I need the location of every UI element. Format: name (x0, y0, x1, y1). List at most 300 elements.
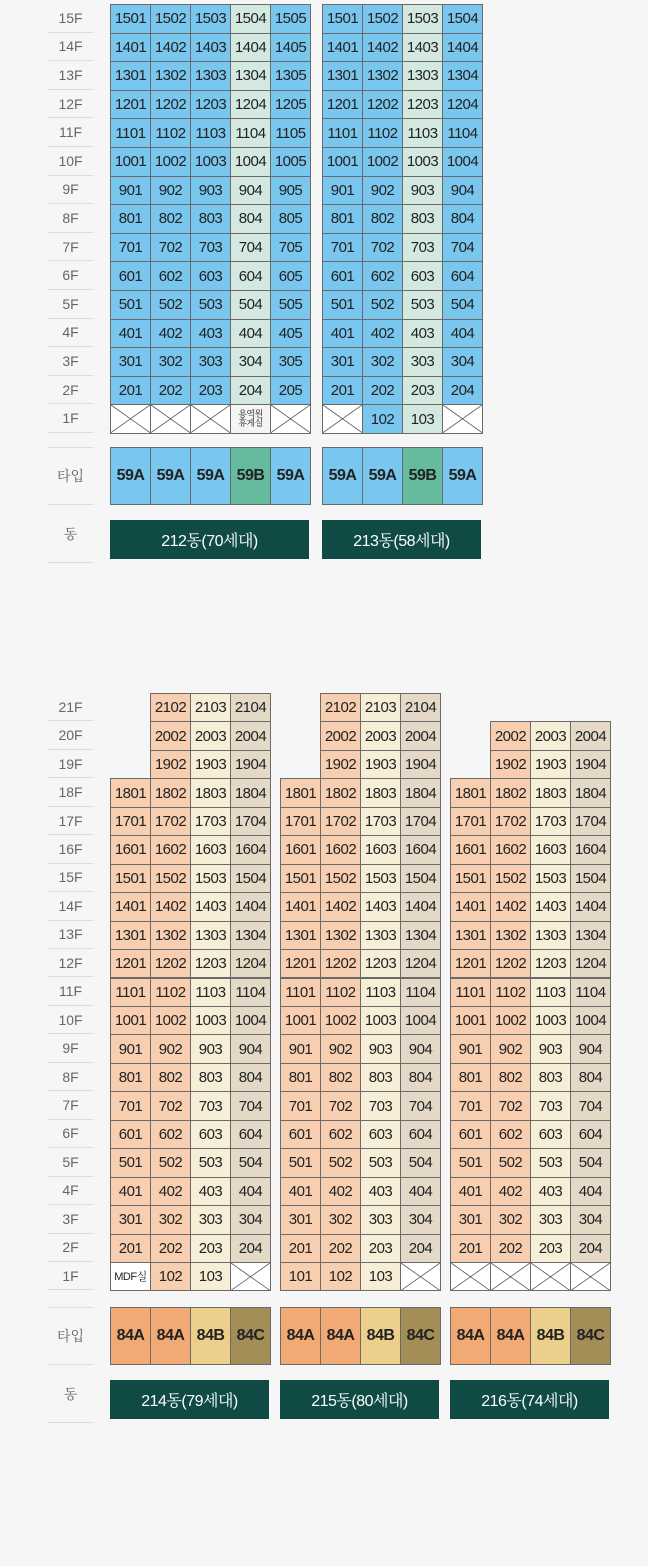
floor-label: 13F (48, 921, 93, 949)
type-row-label: 타입 (48, 1307, 93, 1365)
unit-cell: 1101 (110, 978, 151, 1007)
unit-cell: 1003 (190, 1006, 231, 1035)
unit-cell: 501 (280, 1148, 321, 1177)
unit-cell: 1702 (150, 807, 191, 836)
unit-cell: 1101 (450, 978, 491, 1007)
unit-cell: 802 (150, 1063, 191, 1092)
unit-cell: 1001 (110, 147, 151, 177)
unit-cell: 301 (110, 347, 151, 377)
unit-cell: 1004 (570, 1006, 611, 1035)
unit-cell: 1403 (190, 892, 231, 921)
unit-cell: 1201 (450, 949, 491, 978)
type-cell: 84B (190, 1307, 231, 1365)
unit-cell: 603 (360, 1120, 401, 1149)
unit-cell: 2104 (400, 693, 441, 722)
unit-cell: 1202 (320, 949, 361, 978)
unit-cell: 2003 (190, 721, 231, 750)
unit-cell: 804 (230, 1063, 271, 1092)
unit-cell: 501 (110, 1148, 151, 1177)
unit-cell: 304 (230, 1205, 271, 1234)
unit-cell: 804 (570, 1063, 611, 1092)
unit-cell: 602 (150, 261, 191, 291)
unit-cell: 102 (150, 1262, 191, 1291)
unit-cell: 803 (530, 1063, 571, 1092)
unit-cell: 1402 (490, 892, 531, 921)
unit-cell: 1501 (110, 4, 151, 34)
unit-cell: 201 (322, 376, 363, 406)
unit-cell: 1002 (150, 1006, 191, 1035)
unit-cell: 805 (270, 204, 311, 234)
unit-cell: 1403 (190, 33, 231, 63)
unit-cell: 1102 (362, 118, 403, 148)
unit-cell: 1402 (150, 33, 191, 63)
unit-cell: 2003 (360, 721, 401, 750)
unit-cell: 601 (450, 1120, 491, 1149)
unit-cell: 1502 (362, 4, 403, 34)
unit-cell: 1304 (442, 61, 483, 91)
unit-cell: 501 (322, 290, 363, 320)
empty-unit-cell (190, 404, 231, 434)
unit-cell: 403 (190, 319, 231, 349)
unit-cell: 1004 (400, 1006, 441, 1035)
type-cell: 59A (442, 447, 483, 505)
unit-cell: 1003 (530, 1006, 571, 1035)
unit-cell: 1004 (230, 1006, 271, 1035)
floor-label: 13F (48, 61, 93, 90)
unit-cell: 1103 (190, 978, 231, 1007)
unit-cell: 1601 (450, 835, 491, 864)
unit-cell: 302 (362, 347, 403, 377)
unit-cell: 703 (360, 1091, 401, 1120)
floor-label: 1F (48, 1262, 93, 1290)
cross-icon (151, 405, 190, 433)
floor-label: 9F (48, 176, 93, 205)
unit-cell: 603 (190, 261, 231, 291)
unit-cell: 903 (190, 1034, 231, 1063)
unit-cell: 202 (320, 1234, 361, 1263)
unit-cell: 701 (450, 1091, 491, 1120)
unit-cell: 301 (110, 1205, 151, 1234)
type-cell: 59A (362, 447, 403, 505)
unit-cell: 1302 (320, 921, 361, 950)
unit-cell: 502 (150, 290, 191, 320)
empty-unit-cell (530, 1262, 571, 1291)
unit-cell: 1704 (400, 807, 441, 836)
unit-cell: 304 (400, 1205, 441, 1234)
floor-label: 1F (48, 404, 93, 433)
unit-cell: 902 (150, 176, 191, 206)
unit-cell: 1303 (402, 61, 443, 91)
unit-cell: 1204 (442, 90, 483, 120)
unit-cell: 203 (530, 1234, 571, 1263)
empty-unit-cell (490, 1262, 531, 1291)
unit-cell: 901 (450, 1034, 491, 1063)
unit-cell: 1103 (402, 118, 443, 148)
building-label: 214동(79세대) (110, 1380, 269, 1419)
unit-cell: 1101 (322, 118, 363, 148)
unit-cell: 503 (402, 290, 443, 320)
unit-cell: 402 (320, 1177, 361, 1206)
unit-cell: 1201 (110, 90, 151, 120)
cross-icon (443, 405, 482, 433)
unit-cell: 1703 (190, 807, 231, 836)
floor-label: 19F (48, 750, 93, 778)
unit-cell: 503 (190, 1148, 231, 1177)
unit-cell: 1503 (190, 4, 231, 34)
unit-cell: 901 (110, 176, 151, 206)
unit-cell: 1501 (450, 864, 491, 893)
unit-cell: 1502 (490, 864, 531, 893)
floor-label: 15F (48, 864, 93, 892)
dong-row-label: 동 (48, 1365, 93, 1423)
unit-cell: 1701 (450, 807, 491, 836)
unit-cell: 1903 (360, 750, 401, 779)
unit-cell: 603 (190, 1120, 231, 1149)
unit-cell: 202 (362, 376, 403, 406)
unit-cell: 605 (270, 261, 311, 291)
unit-cell: 1505 (270, 4, 311, 34)
unit-cell: 801 (110, 1063, 151, 1092)
unit-cell: 401 (110, 319, 151, 349)
floor-label: 18F (48, 778, 93, 806)
type-cell: 84A (490, 1307, 531, 1365)
unit-cell: 803 (402, 204, 443, 234)
unit-cell: 1403 (360, 892, 401, 921)
floor-label: 4F (48, 1177, 93, 1205)
unit-cell: 1804 (230, 778, 271, 807)
unit-cell: 504 (230, 1148, 271, 1177)
unit-cell: 1603 (530, 835, 571, 864)
unit-cell: 202 (150, 376, 191, 406)
unit-cell: 302 (490, 1205, 531, 1234)
unit-cell: 603 (530, 1120, 571, 1149)
cross-icon (231, 1263, 270, 1290)
unit-cell: 1801 (450, 778, 491, 807)
unit-cell: 201 (110, 1234, 151, 1263)
unit-cell: 1303 (530, 921, 571, 950)
unit-cell: 704 (230, 233, 271, 263)
unit-cell: 1003 (190, 147, 231, 177)
floor-label: 12F (48, 90, 93, 119)
unit-cell: 303 (530, 1205, 571, 1234)
unit-cell: 401 (450, 1177, 491, 1206)
unit-cell: 1503 (190, 864, 231, 893)
unit-cell: 1602 (490, 835, 531, 864)
unit-cell: 704 (570, 1091, 611, 1120)
unit-cell: 804 (230, 204, 271, 234)
unit-cell: 803 (190, 1063, 231, 1092)
unit-cell: 1801 (280, 778, 321, 807)
unit-cell: 1401 (322, 33, 363, 63)
unit-cell: 1102 (150, 118, 191, 148)
unit-cell: 용역원 휴게실 (230, 404, 271, 434)
unit-cell: 204 (230, 376, 271, 406)
unit-cell: 904 (230, 1034, 271, 1063)
unit-cell: 901 (280, 1034, 321, 1063)
unit-cell: 705 (270, 233, 311, 263)
unit-cell: 1804 (400, 778, 441, 807)
type-cell: 84B (530, 1307, 571, 1365)
unit-cell: 702 (490, 1091, 531, 1120)
type-cell: 59A (270, 447, 311, 505)
unit-cell: 903 (530, 1034, 571, 1063)
unit-cell: 1001 (322, 147, 363, 177)
unit-cell: 1202 (362, 90, 403, 120)
unit-cell: 204 (570, 1234, 611, 1263)
unit-cell: 904 (570, 1034, 611, 1063)
unit-cell: 901 (110, 1034, 151, 1063)
unit-cell: 2004 (400, 721, 441, 750)
unit-cell: 201 (110, 376, 151, 406)
unit-cell: 1803 (530, 778, 571, 807)
floor-label: 8F (48, 204, 93, 233)
unit-cell: 303 (190, 1205, 231, 1234)
unit-cell: 902 (362, 176, 403, 206)
floor-label: 17F (48, 807, 93, 835)
unit-cell: 802 (490, 1063, 531, 1092)
floor-label: 10F (48, 147, 93, 176)
unit-cell: 1601 (280, 835, 321, 864)
unit-cell: 201 (450, 1234, 491, 1263)
unit-cell: 804 (400, 1063, 441, 1092)
unit-cell: 1904 (400, 750, 441, 779)
floor-label: 5F (48, 1148, 93, 1176)
unit-cell: 1202 (150, 90, 191, 120)
unit-cell: 301 (322, 347, 363, 377)
empty-unit-cell (270, 404, 311, 434)
unit-cell: 804 (442, 204, 483, 234)
unit-cell: 704 (400, 1091, 441, 1120)
unit-cell: 704 (230, 1091, 271, 1120)
unit-cell: 304 (570, 1205, 611, 1234)
unit-cell: 1402 (320, 892, 361, 921)
unit-cell: 403 (402, 319, 443, 349)
unit-cell: 103 (190, 1262, 231, 1291)
unit-cell: 1803 (190, 778, 231, 807)
unit-cell: 901 (322, 176, 363, 206)
unit-cell: 503 (190, 290, 231, 320)
cross-icon (323, 405, 362, 433)
unit-cell: 1004 (230, 147, 271, 177)
unit-cell: 403 (530, 1177, 571, 1206)
unit-cell: 903 (360, 1034, 401, 1063)
unit-cell: 1202 (150, 949, 191, 978)
unit-cell: 404 (570, 1177, 611, 1206)
unit-cell: 701 (110, 233, 151, 263)
unit-cell: 1203 (190, 949, 231, 978)
empty-unit-cell (450, 1262, 491, 1291)
unit-cell: 401 (322, 319, 363, 349)
unit-cell: 1002 (150, 147, 191, 177)
type-cell: 84C (570, 1307, 611, 1365)
unit-cell: 2002 (320, 721, 361, 750)
unit-cell: 403 (360, 1177, 401, 1206)
unit-cell: 1103 (360, 978, 401, 1007)
type-cell: 59A (322, 447, 363, 505)
type-cell: 59B (402, 447, 443, 505)
unit-cell: 1204 (230, 949, 271, 978)
unit-cell: 1401 (110, 892, 151, 921)
floor-label: 4F (48, 319, 93, 348)
unit-cell: 504 (400, 1148, 441, 1177)
unit-cell: 1701 (280, 807, 321, 836)
floor-label: 9F (48, 1034, 93, 1062)
unit-cell: 1204 (570, 949, 611, 978)
unit-cell: 2002 (490, 721, 531, 750)
unit-cell: 1902 (490, 750, 531, 779)
unit-cell: 1002 (490, 1006, 531, 1035)
unit-cell: 304 (230, 347, 271, 377)
unit-cell: MDF실 (110, 1262, 151, 1291)
unit-cell: 1502 (320, 864, 361, 893)
unit-cell: 1401 (110, 33, 151, 63)
unit-cell: 1102 (150, 978, 191, 1007)
cross-icon (491, 1263, 530, 1290)
unit-cell: 1502 (150, 4, 191, 34)
unit-cell: 801 (280, 1063, 321, 1092)
unit-cell: 203 (402, 376, 443, 406)
building-label: 215동(80세대) (280, 1380, 439, 1419)
unit-cell: 405 (270, 319, 311, 349)
unit-cell: 604 (230, 261, 271, 291)
unit-cell: 704 (442, 233, 483, 263)
unit-cell: 703 (530, 1091, 571, 1120)
unit-cell: 502 (150, 1148, 191, 1177)
unit-cell: 1301 (110, 61, 151, 91)
unit-cell: 1404 (230, 33, 271, 63)
unit-cell: 702 (362, 233, 403, 263)
unit-cell: 1302 (150, 61, 191, 91)
unit-cell: 503 (360, 1148, 401, 1177)
unit-cell: 1404 (400, 892, 441, 921)
unit-cell: 1303 (360, 921, 401, 950)
type-cell: 84A (280, 1307, 321, 1365)
unit-cell: 402 (490, 1177, 531, 1206)
unit-cell: 504 (442, 290, 483, 320)
unit-cell: 1802 (150, 778, 191, 807)
floor-label: 3F (48, 347, 93, 376)
unit-cell: 1401 (280, 892, 321, 921)
unit-cell: 404 (442, 319, 483, 349)
type-cell: 84A (450, 1307, 491, 1365)
floor-label: 21F (48, 693, 93, 721)
unit-cell: 1002 (362, 147, 403, 177)
unit-cell: 301 (450, 1205, 491, 1234)
unit-cell: 305 (270, 347, 311, 377)
floor-label: 10F (48, 1006, 93, 1034)
unit-cell: 1704 (570, 807, 611, 836)
unit-cell: 1504 (570, 864, 611, 893)
unit-cell: 1304 (230, 61, 271, 91)
unit-cell: 602 (490, 1120, 531, 1149)
unit-cell: 2102 (150, 693, 191, 722)
unit-cell: 204 (400, 1234, 441, 1263)
unit-cell: 1202 (490, 949, 531, 978)
unit-cell: 304 (442, 347, 483, 377)
unit-cell: 701 (280, 1091, 321, 1120)
unit-cell: 403 (190, 1177, 231, 1206)
empty-unit-cell (110, 404, 151, 434)
unit-cell: 1504 (230, 864, 271, 893)
unit-cell: 1503 (402, 4, 443, 34)
unit-cell: 604 (570, 1120, 611, 1149)
floor-label: 20F (48, 721, 93, 749)
unit-cell: 1301 (280, 921, 321, 950)
floor-label: 6F (48, 1120, 93, 1148)
unit-cell: 2004 (570, 721, 611, 750)
empty-unit-cell (442, 404, 483, 434)
unit-cell: 1404 (570, 892, 611, 921)
unit-cell: 2002 (150, 721, 191, 750)
unit-cell: 1001 (450, 1006, 491, 1035)
cross-icon (531, 1263, 570, 1290)
unit-cell: 601 (322, 261, 363, 291)
type-cell: 84C (400, 1307, 441, 1365)
unit-cell: 2104 (230, 693, 271, 722)
unit-cell: 1304 (570, 921, 611, 950)
unit-cell: 1001 (280, 1006, 321, 1035)
unit-cell: 1303 (190, 61, 231, 91)
unit-cell: 802 (320, 1063, 361, 1092)
unit-cell: 1604 (230, 835, 271, 864)
type-row-label: 타입 (48, 447, 93, 505)
unit-cell: 203 (190, 376, 231, 406)
unit-cell: 504 (570, 1148, 611, 1177)
unit-cell: 402 (150, 1177, 191, 1206)
unit-cell: 601 (110, 1120, 151, 1149)
unit-cell: 1904 (570, 750, 611, 779)
unit-cell: 703 (190, 233, 231, 263)
floor-label: 15F (48, 4, 93, 33)
unit-cell: 1604 (400, 835, 441, 864)
unit-cell: 903 (402, 176, 443, 206)
unit-cell: 1701 (110, 807, 151, 836)
unit-cell: 1902 (320, 750, 361, 779)
unit-cell: 1702 (320, 807, 361, 836)
unit-cell: 1904 (230, 750, 271, 779)
unit-cell: 702 (320, 1091, 361, 1120)
unit-cell: 702 (150, 233, 191, 263)
unit-cell: 501 (450, 1148, 491, 1177)
unit-cell: 1603 (360, 835, 401, 864)
unit-cell: 1702 (490, 807, 531, 836)
unit-cell: 1802 (320, 778, 361, 807)
unit-cell: 2102 (320, 693, 361, 722)
cross-icon (451, 1263, 490, 1290)
unit-cell: 904 (400, 1034, 441, 1063)
unit-cell: 701 (110, 1091, 151, 1120)
unit-cell: 501 (110, 290, 151, 320)
unit-cell: 301 (280, 1205, 321, 1234)
unit-cell: 1803 (360, 778, 401, 807)
unit-cell: 103 (360, 1262, 401, 1291)
cross-icon (271, 405, 310, 433)
unit-cell: 1501 (322, 4, 363, 34)
unit-cell: 1304 (230, 921, 271, 950)
unit-cell: 1302 (362, 61, 403, 91)
unit-cell: 1301 (450, 921, 491, 950)
unit-cell: 1203 (360, 949, 401, 978)
type-cell: 84B (360, 1307, 401, 1365)
unit-cell: 502 (362, 290, 403, 320)
unit-cell: 204 (230, 1234, 271, 1263)
unit-cell: 302 (150, 347, 191, 377)
unit-cell: 504 (230, 290, 271, 320)
unit-cell: 1105 (270, 118, 311, 148)
unit-cell: 1103 (530, 978, 571, 1007)
unit-cell: 1902 (150, 750, 191, 779)
unit-cell: 1504 (442, 4, 483, 34)
